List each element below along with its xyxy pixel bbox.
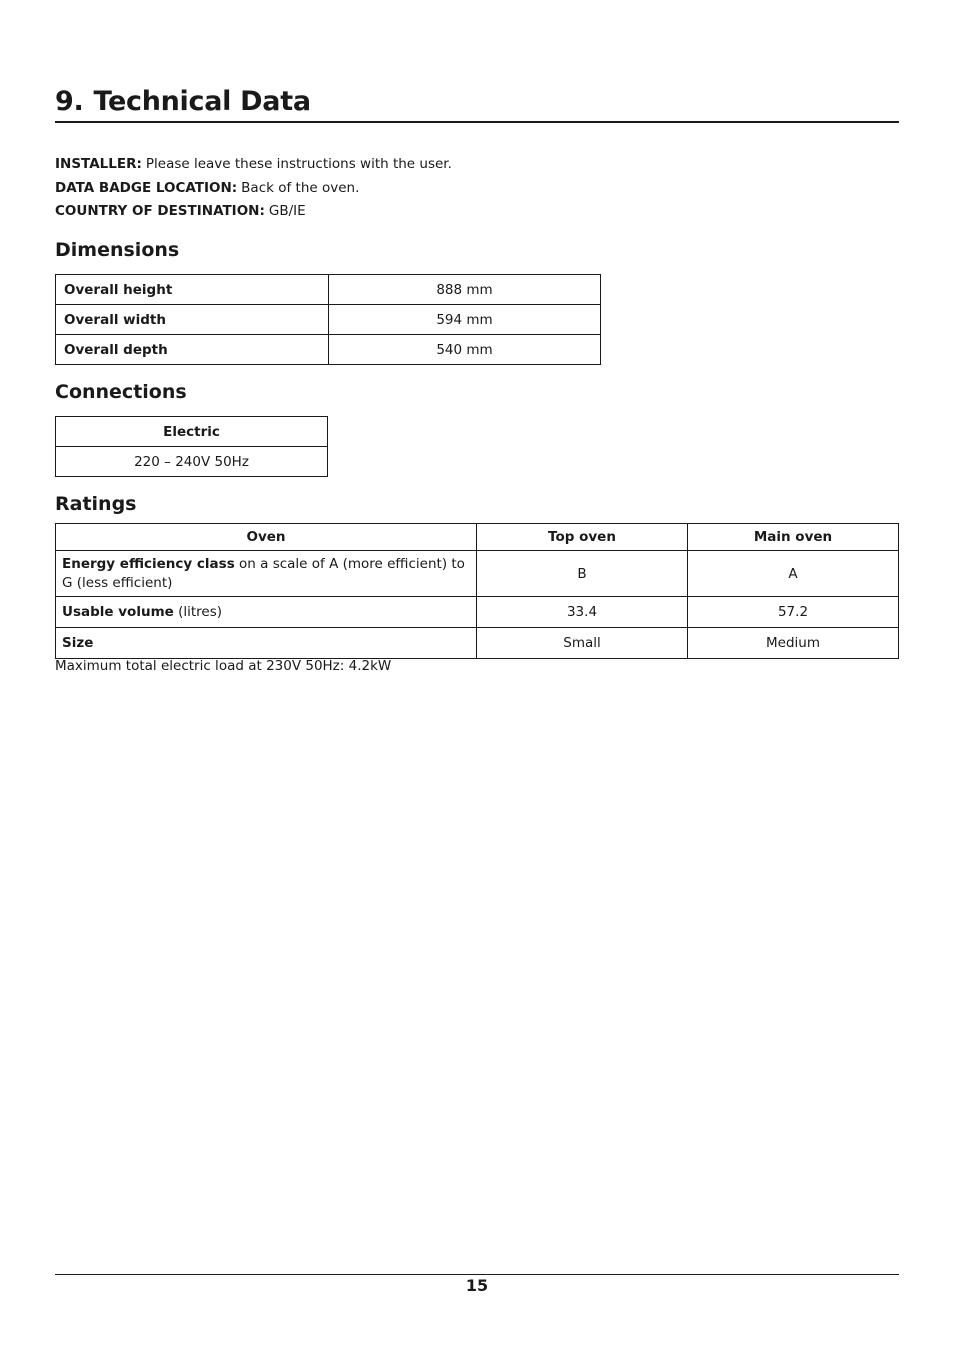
dimension-value: 540 mm <box>329 335 601 365</box>
rating-label-rest: (litres) <box>173 603 223 620</box>
info-label: INSTALLER: <box>55 156 142 172</box>
dimension-label: Overall depth <box>56 335 329 365</box>
column-header: Main oven <box>688 524 899 551</box>
connection-header: Electric <box>56 417 328 447</box>
footer-divider <box>55 1274 899 1275</box>
table-row <box>56 305 601 335</box>
info-installer <box>55 153 452 177</box>
section-title: Technical Data <box>93 86 311 117</box>
info-label: COUNTRY OF DESTINATION: <box>55 203 265 219</box>
rating-label-bold: Energy efficiency class <box>62 555 235 572</box>
rating-label <box>56 597 477 628</box>
info-data-badge <box>55 177 452 201</box>
info-label: DATA BADGE LOCATION: <box>55 179 238 196</box>
rating-label <box>56 628 477 659</box>
table-row <box>56 417 328 447</box>
dimensions-table <box>55 274 601 365</box>
ratings-table <box>55 523 899 659</box>
max-load-note: Maximum total electric load at 230V 50Hz: 4.2kW <box>55 658 392 674</box>
rating-main-oven: A <box>688 551 899 597</box>
rating-label-rest: on a scale of A (more efficient) to G (less efficient) <box>62 555 465 591</box>
rating-label <box>56 551 477 597</box>
dimension-label: Overall width <box>56 305 329 335</box>
info-value: GB/IE <box>268 203 306 219</box>
section-number: 9. <box>55 86 84 117</box>
rating-label-bold: Usable volume <box>62 603 174 620</box>
ratings-heading: Ratings <box>55 493 137 515</box>
table-row <box>56 275 601 305</box>
info-value: Please leave these instructions with the user. <box>145 156 452 172</box>
page-title <box>55 84 899 123</box>
info-country <box>55 200 452 224</box>
table-row <box>56 447 328 477</box>
connections-table <box>55 416 328 477</box>
table-row <box>56 597 899 628</box>
column-header: Oven <box>56 524 477 551</box>
rating-top-oven: 33.4 <box>477 597 688 628</box>
rating-main-oven: 57.2 <box>688 597 899 628</box>
dimension-label: Overall height <box>56 275 329 305</box>
rating-main-oven: Medium <box>688 628 899 659</box>
dimensions-heading: Dimensions <box>55 239 180 261</box>
page-number: 15 <box>465 1276 489 1295</box>
dimension-value: 594 mm <box>329 305 601 335</box>
rating-top-oven: Small <box>477 628 688 659</box>
info-value: Back of the oven. <box>241 179 360 196</box>
rating-top-oven: B <box>477 551 688 597</box>
installer-info <box>55 153 452 224</box>
dimension-value: 888 mm <box>329 275 601 305</box>
column-header: Top oven <box>477 524 688 551</box>
table-row <box>56 628 899 659</box>
connections-heading: Connections <box>55 381 187 403</box>
connection-value: 220 – 240V 50Hz <box>56 447 328 477</box>
table-header-row <box>56 524 899 551</box>
rating-label-bold: Size <box>62 634 94 651</box>
table-row <box>56 335 601 365</box>
table-row <box>56 551 899 597</box>
